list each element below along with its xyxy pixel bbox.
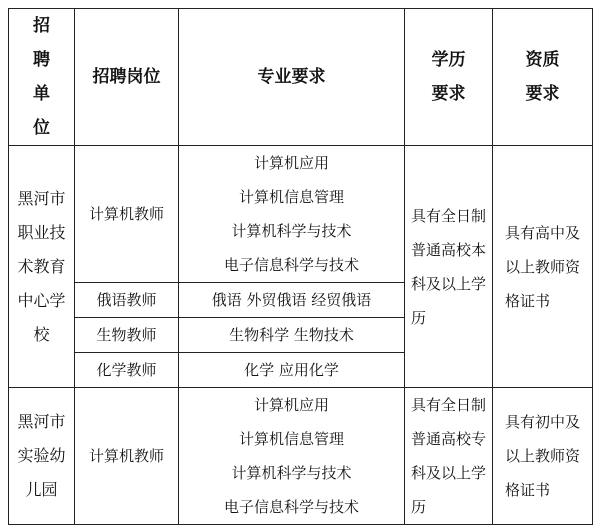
unit-cell: 黑河市职业技术教育中心学校 xyxy=(9,146,75,388)
major-cell: 化学 应用化学 xyxy=(179,353,405,388)
table-header-row xyxy=(9,9,593,146)
unit-cell: 黑河市实验幼儿园 xyxy=(9,388,75,525)
education-cell: 具有全日制普通高校专科及以上学历 xyxy=(405,388,493,525)
header-major: 专业要求 xyxy=(179,9,405,146)
major-cell: 计算机应用 计算机信息管理 计算机科学与技术 电子信息科学与技术 xyxy=(179,388,405,525)
post-cell: 化学教师 xyxy=(75,353,179,388)
major-cell: 俄语 外贸俄语 经贸俄语 xyxy=(179,283,405,318)
major-cell: 生物科学 生物技术 xyxy=(179,318,405,353)
table-row xyxy=(9,146,593,283)
header-unit: 招聘单位 xyxy=(9,9,75,146)
header-education: 学历要求 xyxy=(405,9,493,146)
header-qualification: 资质要求 xyxy=(493,9,593,146)
table-row xyxy=(9,388,593,525)
qualification-cell: 具有初中及以上教师资格证书 xyxy=(493,388,593,525)
header-post: 招聘岗位 xyxy=(75,9,179,146)
post-cell: 生物教师 xyxy=(75,318,179,353)
post-cell: 计算机教师 xyxy=(75,146,179,283)
recruitment-table xyxy=(8,8,593,525)
post-cell: 俄语教师 xyxy=(75,283,179,318)
qualification-cell: 具有高中及以上教师资格证书 xyxy=(493,146,593,388)
education-cell: 具有全日制普通高校本科及以上学历 xyxy=(405,146,493,388)
recruitment-table-wrapper xyxy=(8,8,593,525)
major-cell: 计算机应用 计算机信息管理 计算机科学与技术 电子信息科学与技术 xyxy=(179,146,405,283)
post-cell: 计算机教师 xyxy=(75,388,179,525)
